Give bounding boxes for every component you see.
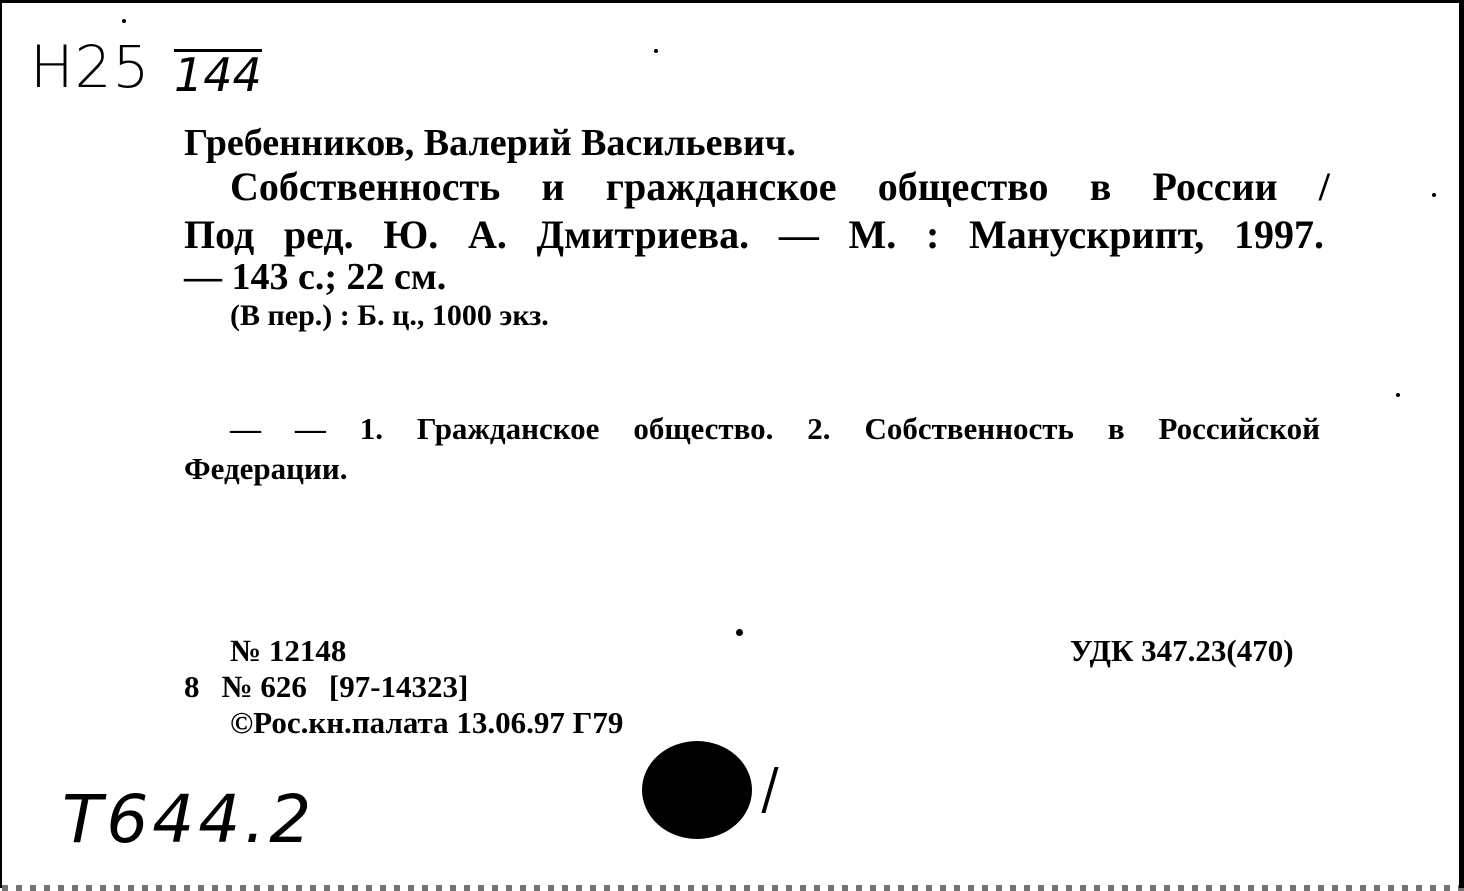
title-word: гражданское xyxy=(605,164,837,209)
subject-word: 1. xyxy=(359,411,384,446)
speck xyxy=(736,629,743,636)
punch-hole xyxy=(642,741,752,839)
title-word: в xyxy=(1089,164,1112,209)
title-word: Манускрипт, xyxy=(968,212,1205,257)
title-word: / xyxy=(1318,164,1330,209)
title-word: А. xyxy=(467,212,507,257)
subject-word: общество. xyxy=(633,411,774,446)
subject-word: в xyxy=(1107,411,1125,446)
copyright-line: ©Рос.кн.палата 13.06.97 Г79 xyxy=(230,705,624,740)
title-word: 1997. xyxy=(1233,212,1324,257)
udk-code: УДК 347.23(470) xyxy=(1070,633,1294,668)
title-word: России xyxy=(1152,164,1278,209)
speck xyxy=(1396,393,1400,397)
title-word: М. xyxy=(848,212,897,257)
title-line-2 xyxy=(184,211,1324,258)
title-line-3: — 143 с.; 22 см. xyxy=(184,256,447,298)
price-line: (В пер.) : Б. ц., 1000 экз. xyxy=(230,299,549,332)
title-word: общество xyxy=(877,164,1049,209)
record-number: № 12148 xyxy=(230,633,347,668)
subject-word: 2. xyxy=(807,411,831,446)
title-word: Дмитриева. xyxy=(536,212,750,257)
shelf-mark-handwritten: Н25 xyxy=(30,33,151,101)
subject-word: Гражданское xyxy=(416,411,600,446)
subjects-line-1 xyxy=(230,411,1320,447)
title-line-1 xyxy=(230,163,1330,210)
speck xyxy=(654,49,658,53)
card-number: № 626 xyxy=(221,669,307,704)
card-count: 8 xyxy=(184,669,200,704)
speck xyxy=(122,19,126,23)
title-word: Собственность xyxy=(230,164,501,209)
subject-word: Российской xyxy=(1158,411,1320,446)
registry-number: [97-14323] xyxy=(328,669,469,704)
card-bottom-edge xyxy=(2,885,1464,891)
author-heading: Гребенников, Валерий Васильевич. xyxy=(184,122,796,164)
title-word: : xyxy=(925,212,940,257)
title-word: — xyxy=(778,212,819,257)
title-word: и xyxy=(541,164,565,209)
title-word: ред. xyxy=(283,212,354,257)
shelf-number-handwritten: 144 xyxy=(174,48,262,102)
card-numbers xyxy=(184,669,468,705)
subject-word: — xyxy=(230,411,261,446)
speck xyxy=(1432,193,1436,197)
title-word: Ю. xyxy=(383,212,439,257)
subject-word: Собственность xyxy=(864,411,1074,446)
subjects-line-2: Федерации. xyxy=(184,451,348,486)
title-word: Под xyxy=(184,212,255,257)
subject-word: — xyxy=(294,411,326,446)
handwritten-code: Т644.2 xyxy=(62,781,316,858)
